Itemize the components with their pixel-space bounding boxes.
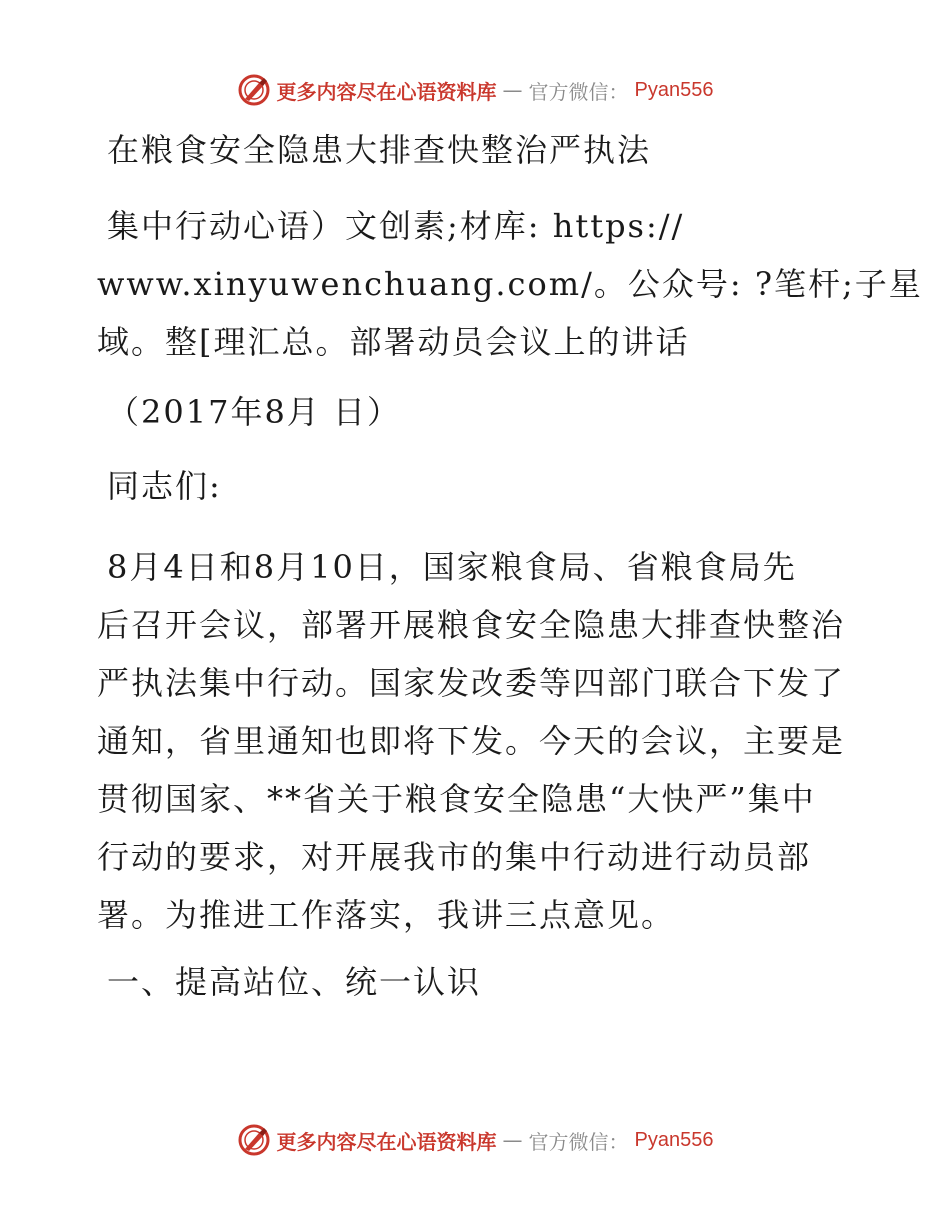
watermark-separator: — [502,78,523,102]
body-paragraph [97,538,857,944]
header-watermark [0,70,950,110]
paragraph-line: 通知，省里通知也即将下发。今天的会议，主要是 [97,722,846,760]
footer-watermark [0,1120,950,1160]
subtitle-line-1: 集中行动心语）文创素;材库: https:// [107,207,685,245]
section-heading: 一、提高站位、统一认识 [107,963,482,1001]
paragraph-line: 署。为推进工作落实，我讲三点意见。 [97,896,676,934]
greeting: 同志们: [107,467,222,505]
subtitle-line-3: 域。整[理汇总。部署动员会议上的讲话 [97,323,690,361]
pen-logo-icon [237,73,271,107]
watermark-account: Pyan556 [634,1128,714,1151]
paragraph-line: 行动的要求，对开展我市的集中行动进行动员部 [97,838,812,876]
paragraph-line: 贯彻国家、**省关于粮食安全隐患“大快严”集中 [97,780,816,818]
watermark-separator: — [502,1128,523,1152]
paragraph-line: 后召开会议，部署开展粮食安全隐患大排查快整治 [97,606,846,644]
document-title: 在粮食安全隐患大排查快整治严执法 [107,131,652,169]
watermark-label: 官方微信： [528,1129,629,1154]
watermark-account: Pyan556 [634,78,714,101]
paragraph-line: 8月4日和8月10日，国家粮食局、省粮食局先 [107,548,797,586]
watermark-label: 官方微信： [528,79,629,104]
subtitle-line-2: www.xinyuwenchuang.com/。公众号: ?笔杆;子星 [97,265,923,303]
paragraph-line: 严执法集中行动。国家发改委等四部门联合下发了 [97,664,846,702]
watermark-brand: 更多内容尽在心语资料库 [276,1129,497,1154]
watermark-brand: 更多内容尽在心语资料库 [276,79,497,104]
document-date: （2017年8月 日） [107,393,401,431]
pen-logo-icon [237,1123,271,1157]
